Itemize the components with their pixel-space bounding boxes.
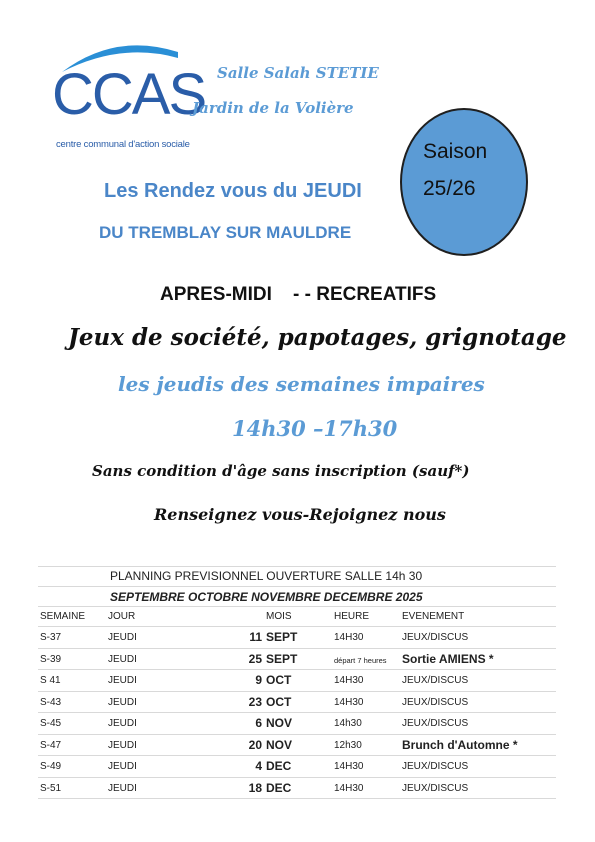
subheading: APRES-MIDI - - RECREATIFS bbox=[160, 284, 437, 305]
row-date: 23 bbox=[248, 694, 262, 709]
row-week: S-51 bbox=[40, 782, 62, 794]
col-week-header: SEMAINE bbox=[40, 611, 86, 622]
row-date: 20 bbox=[248, 737, 262, 752]
conditions-text: Sans condition d'âge sans inscription (sauf*) bbox=[92, 462, 470, 480]
col-day-header: JOUR bbox=[108, 611, 136, 622]
row-day: JEUDI bbox=[108, 718, 137, 729]
location-heading: DU TREMBLAY SUR MAULDRE bbox=[99, 223, 352, 242]
col-event-header: EVENEMENT bbox=[402, 611, 465, 622]
row-month: SEPT bbox=[266, 651, 298, 666]
row-date: 25 bbox=[248, 651, 262, 666]
row-week: S-43 bbox=[40, 696, 62, 708]
activities-text: Jeux de société, papotages, grignotage bbox=[68, 324, 567, 351]
row-day: JEUDI bbox=[108, 782, 137, 794]
weeks-text: les jeudis des semaines impaires bbox=[118, 372, 485, 396]
row-event: Sortie AMIENS * bbox=[402, 651, 494, 666]
row-event: JEUX/DISCUS bbox=[402, 696, 469, 708]
row-divider bbox=[38, 798, 556, 799]
season-years: 25/26 bbox=[423, 177, 476, 200]
row-date: 4 bbox=[255, 759, 262, 773]
planning-title: PLANNING PREVISIONNEL OUVERTURE SALLE 14h 30 bbox=[110, 569, 423, 583]
season-label: Saison bbox=[423, 140, 488, 163]
row-week: S-39 bbox=[40, 653, 62, 665]
venue-garden: Jardin de la Volière bbox=[192, 99, 354, 117]
row-month: SEPT bbox=[266, 630, 298, 644]
row-divider bbox=[38, 691, 556, 692]
planning-period: SEPTEMBRE OCTOBRE NOVEMBRE DECEMBRE 2025 bbox=[110, 590, 423, 604]
row-month: NOV bbox=[266, 716, 293, 730]
row-day: JEUDI bbox=[108, 696, 137, 708]
logo-text: CCAS bbox=[52, 62, 206, 127]
ccas-logo bbox=[52, 38, 206, 156]
row-divider bbox=[38, 734, 556, 735]
row-divider bbox=[38, 626, 556, 627]
row-date: 18 bbox=[248, 780, 262, 795]
row-day: JEUDI bbox=[108, 761, 137, 772]
row-divider bbox=[38, 669, 556, 670]
row-month: OCT bbox=[266, 673, 292, 687]
row-event: JEUX/DISCUS bbox=[402, 632, 469, 643]
row-month: NOV bbox=[266, 737, 293, 752]
row-month: DEC bbox=[266, 759, 292, 773]
cta-text: Renseignez vous-Rejoignez nous bbox=[154, 505, 446, 524]
row-week: S-45 bbox=[40, 718, 62, 729]
row-month: OCT bbox=[266, 694, 292, 709]
row-day: JEUDI bbox=[108, 675, 137, 686]
row-time: 14H30 bbox=[334, 632, 364, 643]
row-date: 9 bbox=[255, 673, 262, 687]
planning-table bbox=[38, 566, 556, 806]
col-time-header: HEURE bbox=[334, 611, 370, 622]
row-divider bbox=[38, 777, 556, 778]
row-time: 14H30 bbox=[334, 696, 364, 708]
row-week: S-47 bbox=[40, 739, 62, 751]
row-day: JEUDI bbox=[108, 739, 137, 751]
row-day: JEUDI bbox=[108, 632, 137, 643]
row-day: JEUDI bbox=[108, 653, 137, 665]
row-week: S-49 bbox=[40, 761, 62, 772]
row-time: 12h30 bbox=[334, 739, 362, 751]
row-event: JEUX/DISCUS bbox=[402, 718, 469, 729]
row-divider bbox=[38, 755, 556, 756]
row-divider bbox=[38, 648, 556, 649]
row-time: 14H30 bbox=[334, 782, 364, 794]
main-heading: Les Rendez vous du JEUDI bbox=[104, 180, 362, 202]
venue-name: Salle Salah STETIE bbox=[217, 64, 379, 82]
row-month: DEC bbox=[266, 780, 292, 795]
row-week: S 41 bbox=[40, 675, 61, 686]
col-month-header: MOIS bbox=[266, 611, 292, 622]
row-time: 14H30 bbox=[334, 761, 364, 772]
row-event: JEUX/DISCUS bbox=[402, 761, 469, 772]
logo-subtitle: centre communal d'action sociale bbox=[56, 139, 190, 150]
row-time: 14H30 bbox=[334, 675, 364, 686]
row-event: JEUX/DISCUS bbox=[402, 675, 469, 686]
row-time: 14h30 bbox=[334, 718, 362, 729]
row-divider bbox=[38, 712, 556, 713]
hours-text: 14h30 –17h30 bbox=[232, 416, 398, 441]
row-date: 6 bbox=[255, 716, 262, 730]
row-time: départ 7 heures bbox=[334, 655, 387, 665]
row-event: JEUX/DISCUS bbox=[402, 782, 469, 794]
row-week: S-37 bbox=[40, 632, 62, 643]
row-event: Brunch d'Automne * bbox=[402, 737, 518, 752]
row-date: 11 bbox=[249, 630, 262, 644]
